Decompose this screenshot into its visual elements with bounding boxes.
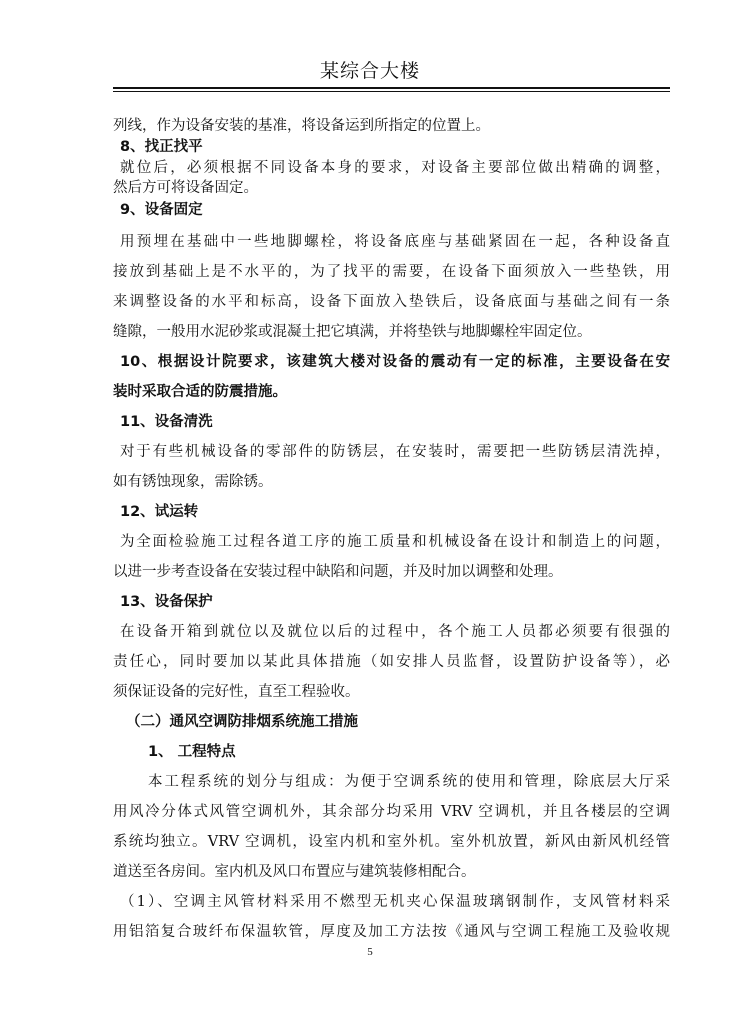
- body-line: 缝隙，一般用水泥砂浆或混凝土把它填满，并将垫铁与地脚螺栓牢固定位。: [113, 324, 592, 340]
- body-line: 用铝箔复合玻纤布保温软管，厚度及加工方法按《通风与空调工程施工及验收规: [113, 924, 670, 940]
- section-heading-13: 13、设备保护: [120, 594, 213, 610]
- section-heading-1: 1、 工程特点: [148, 744, 236, 760]
- body-line: 本工程系统的划分与组成：为便于空调系统的使用和管理，除底层大厅采: [148, 774, 670, 790]
- section-heading-8: 8、找正找平: [120, 139, 203, 155]
- body-line: 列线，作为设备安装的基准，将设备运到所指定的位置上。: [113, 118, 490, 134]
- body-line: 用风冷分体式风管空调机外，其余部分均采用 VRV 空调机，并且各楼层的空调: [113, 804, 670, 820]
- body-line: 然后方可将设备固定。: [113, 180, 258, 196]
- body-line: 为全面检验施工过程各道工序的施工质量和机械设备在设计和制造上的问题，: [120, 534, 670, 550]
- body-line: 就位后，必须根据不同设备本身的要求，对设备主要部位做出精确的调整，: [120, 160, 670, 176]
- body-line: 以进一步考查设备在安装过程中缺陷和问题，并及时加以调整和处理。: [113, 564, 563, 580]
- body-line: 责任心，同时要加以某此具体措施（如安排人员监督，设置防护设备等），必: [113, 654, 670, 670]
- body-line: 如有锈蚀现象，需除锈。: [113, 474, 273, 490]
- section-heading-9: 9、设备固定: [120, 202, 203, 218]
- header-rule-thin: [113, 91, 670, 92]
- header-rule-thick: [113, 87, 670, 89]
- page-number: 5: [367, 946, 373, 958]
- section-heading-10: 10、根据设计院要求，该建筑大楼对设备的震动有一定的标准，主要设备在安: [120, 354, 670, 370]
- section-heading-10-cont: 装时采取合适的防震措施。: [113, 384, 287, 400]
- body-line: 对于有些机械设备的零部件的防锈层，在安装时，需要把一些防锈层清洗掉，: [120, 444, 670, 460]
- body-line: 用预埋在基础中一些地脚螺栓，将设备底座与基础紧固在一起，各种设备直: [120, 234, 670, 250]
- document-header-title: 某综合大楼: [319, 60, 420, 82]
- section-heading-11: 11、设备清洗: [120, 414, 213, 430]
- body-line: 接放到基础上是不水平的，为了找平的需要，在设备下面须放入一些垫铁，用: [113, 264, 670, 280]
- body-line: 在设备开箱到就位以及就位以后的过程中，各个施工人员都必须要有很强的: [120, 624, 670, 640]
- section-heading-12: 12、试运转: [120, 504, 199, 520]
- body-line: 道送至各房间。室内机及风口布置应与建筑装修相配合。: [113, 864, 476, 880]
- body-line: 须保证设备的完好性，直至工程验收。: [113, 684, 360, 700]
- body-line: 来调整设备的水平和标高，设备下面放入垫铁后，设备底面与基础之间有一条: [113, 294, 670, 310]
- body-line: 系统均独立。VRV 空调机，设室内机和室外机。室外机放置，新风由新风机经管: [113, 834, 670, 850]
- chapter-heading-2: （二）通风空调防排烟系统施工措施: [126, 714, 358, 730]
- body-line: （1）、空调主风管材料采用不燃型无机夹心保温玻璃钢制作，支风管材料采: [120, 894, 670, 910]
